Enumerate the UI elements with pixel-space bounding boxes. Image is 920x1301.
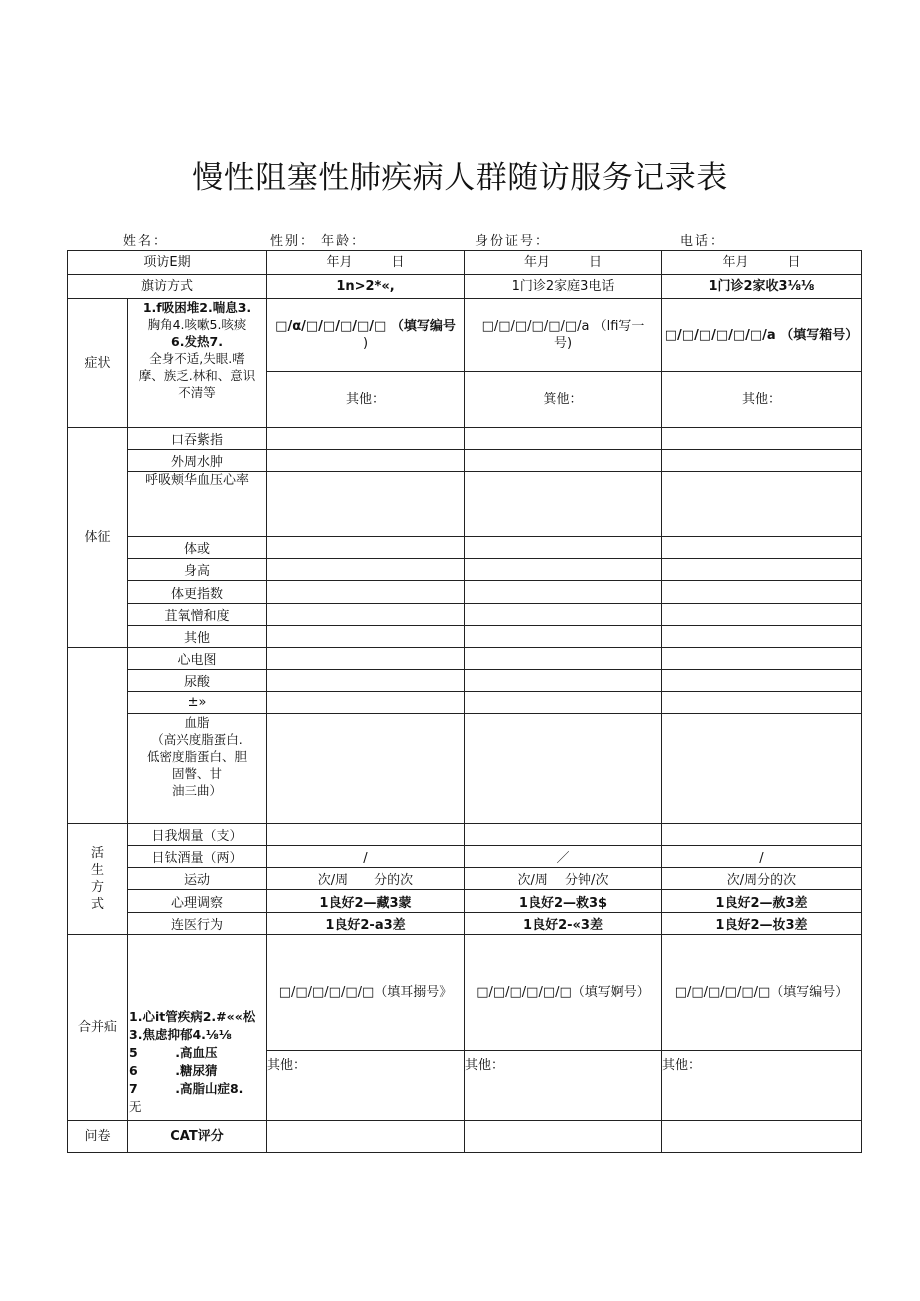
symptom-code-text: ) xyxy=(362,336,369,351)
sign-item-label: 体或 xyxy=(128,537,267,559)
sign-item-label: 苴氧憎和度 xyxy=(128,604,267,626)
visit-date-label: 项访E期 xyxy=(68,251,267,275)
lifestyle-row xyxy=(68,868,862,890)
questionnaire-row xyxy=(68,1121,862,1153)
sign-item-label: 外周水肿 xyxy=(128,450,267,472)
visit-mode-cell[interactable]: 1门诊2家收3⅛⅛ xyxy=(662,275,862,299)
sign-value-cell[interactable] xyxy=(267,428,465,450)
lifestyle-label-text: 活生方式 xyxy=(90,846,104,912)
smoking-value-cell[interactable] xyxy=(465,824,662,846)
sign-value-cell[interactable] xyxy=(465,604,662,626)
cat-score-cell[interactable] xyxy=(465,1121,662,1153)
lipid-value-cell[interactable] xyxy=(267,714,465,824)
complication-option-line: 7 .高脂山症8. xyxy=(129,1081,244,1096)
sign-value-cell[interactable] xyxy=(465,537,662,559)
cat-score-cell[interactable] xyxy=(267,1121,465,1153)
questionnaire-label: 问卷 xyxy=(68,1121,128,1153)
signs-row xyxy=(68,450,862,472)
drinking-value-cell[interactable]: / xyxy=(267,846,465,868)
sign-item-label: 体更指数 xyxy=(128,581,267,604)
sign-value-cell[interactable] xyxy=(465,472,662,537)
visit-date-cell[interactable]: 年月 日 xyxy=(267,251,465,275)
sign-value-cell[interactable] xyxy=(267,581,465,604)
drinking-label: 日钛酒量（两） xyxy=(128,846,267,868)
exercise-label: 运动 xyxy=(128,868,267,890)
symptoms-label: 症状 xyxy=(68,299,128,428)
complications-label: 合并疝 xyxy=(68,935,128,1121)
sign-value-cell[interactable] xyxy=(267,450,465,472)
sign-item-label: 口吞紫指 xyxy=(128,428,267,450)
compliance-value-cell[interactable]: 1良好2-a3差 xyxy=(267,913,465,935)
signs-row xyxy=(68,537,862,559)
lifestyle-row xyxy=(68,824,862,846)
page-title: 慢性阻塞性肺疾病人群随访服务记录表 xyxy=(192,160,728,196)
symptom-code-cell[interactable] xyxy=(465,299,662,372)
symptom-code-text: □/□/□/□/□/□/a （lfi写一 xyxy=(481,319,645,334)
signs-row xyxy=(68,626,862,648)
lipid-label-line: 油三曲） xyxy=(171,783,222,798)
name-label: 姓名： xyxy=(123,234,169,249)
mental-value-cell[interactable]: 1良好2—救3$ xyxy=(465,890,662,913)
sign-value-cell[interactable] xyxy=(662,604,862,626)
visit-mode-cell[interactable]: 1n>2*«, xyxy=(267,275,465,299)
sign-value-cell[interactable] xyxy=(465,559,662,581)
symptom-option-line: 1.f吸困堆2.喘息3. xyxy=(142,300,252,315)
lipid-label-line: 低密度脂蛋白、胆 xyxy=(146,749,247,764)
sign-value-cell[interactable] xyxy=(465,428,662,450)
sign-value-cell[interactable] xyxy=(465,626,662,648)
tests-label xyxy=(68,648,128,824)
smoking-value-cell[interactable] xyxy=(662,824,862,846)
mental-value-cell[interactable]: 1良好2—藏3蒙 xyxy=(267,890,465,913)
symptom-option-line: 不清等 xyxy=(178,385,216,400)
symptom-option-line: 胸角4.咳嗽5.咳痰 xyxy=(147,317,247,332)
sign-value-cell[interactable] xyxy=(662,626,862,648)
complication-option-line: 无 xyxy=(129,1099,142,1114)
complication-option-line: 5 .高血压 xyxy=(129,1045,218,1060)
symptom-option-line: 6.发热7. xyxy=(171,334,223,349)
complication-other-cell[interactable]: 其他： xyxy=(662,1051,862,1121)
symptom-option-line: 全身不适,失眼.嗜 xyxy=(149,351,245,366)
symptom-option-line: 摩、族乏.林和、意识 xyxy=(138,368,256,383)
smoking-label: 日我烟量（支） xyxy=(128,824,267,846)
lifestyle-label xyxy=(68,824,128,935)
signs-row xyxy=(68,428,862,450)
sign-value-cell[interactable] xyxy=(662,537,862,559)
mental-value-cell[interactable]: 1良好2—赦3差 xyxy=(662,890,862,913)
tests-row xyxy=(68,648,862,670)
sign-value-cell[interactable] xyxy=(267,604,465,626)
drinking-value-cell[interactable]: / xyxy=(662,846,862,868)
test-value-cell[interactable] xyxy=(465,648,662,670)
symptom-code-text: □/□/□/□/□/□/a （填写箱号） xyxy=(664,327,859,343)
exercise-value-cell[interactable]: 次/周 分钟/次 xyxy=(465,868,662,890)
visit-mode-row xyxy=(68,275,862,299)
mental-label: 心理调察 xyxy=(128,890,267,913)
sign-value-cell[interactable] xyxy=(267,626,465,648)
symptom-code-text: 号) xyxy=(553,336,573,351)
gender-age-label: 性别： 年龄： xyxy=(270,234,367,249)
exercise-value-cell[interactable]: 次/周 分的次 xyxy=(267,868,465,890)
sign-value-cell[interactable] xyxy=(267,559,465,581)
test-value-cell[interactable] xyxy=(662,648,862,670)
exercise-value-cell[interactable]: 次/周分的次 xyxy=(662,868,862,890)
sign-value-cell[interactable] xyxy=(465,581,662,604)
cat-score-cell[interactable] xyxy=(662,1121,862,1153)
sign-value-cell[interactable] xyxy=(662,559,862,581)
tests-row xyxy=(68,692,862,714)
test-value-cell[interactable] xyxy=(465,692,662,714)
sign-item-label: 其他 xyxy=(128,626,267,648)
sign-value-cell[interactable] xyxy=(267,472,465,537)
complication-code-cell[interactable]: □/□/□/□/□/□（填写婀号） xyxy=(465,935,662,1051)
lifestyle-row xyxy=(68,846,862,868)
sign-value-cell[interactable] xyxy=(267,537,465,559)
sign-item-label: 呼吸颊华血压心率 xyxy=(128,472,267,537)
sign-value-cell[interactable] xyxy=(465,450,662,472)
test-value-cell[interactable] xyxy=(267,670,465,692)
symptoms-options xyxy=(128,299,267,428)
test-item-label: ±» xyxy=(128,692,267,714)
lipid-label-line: 固瞥、甘 xyxy=(171,766,222,781)
complications-row xyxy=(68,935,862,1051)
compliance-value-cell[interactable]: 1良好2-«3差 xyxy=(465,913,662,935)
test-value-cell[interactable] xyxy=(465,670,662,692)
complication-code-cell[interactable]: □/□/□/□/□/□（填耳搦号》 xyxy=(267,935,465,1051)
complications-options xyxy=(128,935,267,1121)
symptom-other-cell[interactable]: 其他： xyxy=(662,372,862,428)
visit-date-cell[interactable]: 年月 日 xyxy=(465,251,662,275)
signs-label: 体征 xyxy=(68,428,128,648)
id-number-label: 身份证号： xyxy=(475,234,551,249)
test-value-cell[interactable] xyxy=(267,692,465,714)
compliance-label: 连医行为 xyxy=(128,913,267,935)
symptoms-row xyxy=(68,299,862,372)
symptom-code-text: □/α/□/□/□/□/□ （填写编号 xyxy=(275,319,456,334)
lipid-label xyxy=(128,714,267,824)
drinking-value-cell[interactable]: ／ xyxy=(465,846,662,868)
compliance-value-cell[interactable]: 1良好2—妆3差 xyxy=(662,913,862,935)
test-value-cell[interactable] xyxy=(267,648,465,670)
complication-other-cell[interactable]: 其他： xyxy=(465,1051,662,1121)
tests-row xyxy=(68,670,862,692)
symptom-other-cell[interactable]: 箕他： xyxy=(465,372,662,428)
symptom-code-cell[interactable] xyxy=(267,299,465,372)
lipid-value-cell[interactable] xyxy=(465,714,662,824)
follow-up-record-table xyxy=(67,250,862,1153)
sign-value-cell[interactable] xyxy=(662,450,862,472)
phone-label: 电话： xyxy=(680,234,726,249)
test-item-label: 心电图 xyxy=(128,648,267,670)
sign-value-cell[interactable] xyxy=(662,581,862,604)
lipid-value-cell[interactable] xyxy=(662,714,862,824)
cat-score-label: CAT评分 xyxy=(128,1121,267,1153)
visit-date-cell[interactable]: 年月 日 xyxy=(662,251,862,275)
visit-mode-label: 旗访方式 xyxy=(68,275,267,299)
sign-value-cell[interactable] xyxy=(662,428,862,450)
lifestyle-row xyxy=(68,890,862,913)
lipid-label-line: 血脂 xyxy=(184,715,210,730)
smoking-value-cell[interactable] xyxy=(267,824,465,846)
symptom-code-cell[interactable] xyxy=(662,299,862,372)
complication-code-cell[interactable]: □/□/□/□/□/□（填写编号） xyxy=(662,935,862,1051)
test-item-label: 尿酸 xyxy=(128,670,267,692)
lipid-label-line: （高兴度脂蛋白. xyxy=(151,732,243,747)
sign-item-label: 身高 xyxy=(128,559,267,581)
lifestyle-row xyxy=(68,913,862,935)
lipid-row xyxy=(68,714,862,824)
signs-row xyxy=(68,472,862,537)
complication-option-line: 3.焦虑抑郁4.⅛⅛ xyxy=(129,1027,232,1042)
sign-value-cell[interactable] xyxy=(662,472,862,537)
signs-row xyxy=(68,559,862,581)
signs-row xyxy=(68,604,862,626)
complication-option-line: 6 .糖尿猜 xyxy=(129,1063,218,1078)
test-value-cell[interactable] xyxy=(662,670,862,692)
complication-other-cell[interactable]: 其他： xyxy=(267,1051,465,1121)
signs-row xyxy=(68,581,862,604)
visit-date-row xyxy=(68,251,862,275)
test-value-cell[interactable] xyxy=(662,692,862,714)
symptom-other-cell[interactable]: 其他： xyxy=(267,372,465,428)
complication-option-line: 1.心it管疾病2.#««松 xyxy=(129,1009,256,1024)
visit-mode-cell[interactable]: 1门诊2家庭3电话 xyxy=(465,275,662,299)
